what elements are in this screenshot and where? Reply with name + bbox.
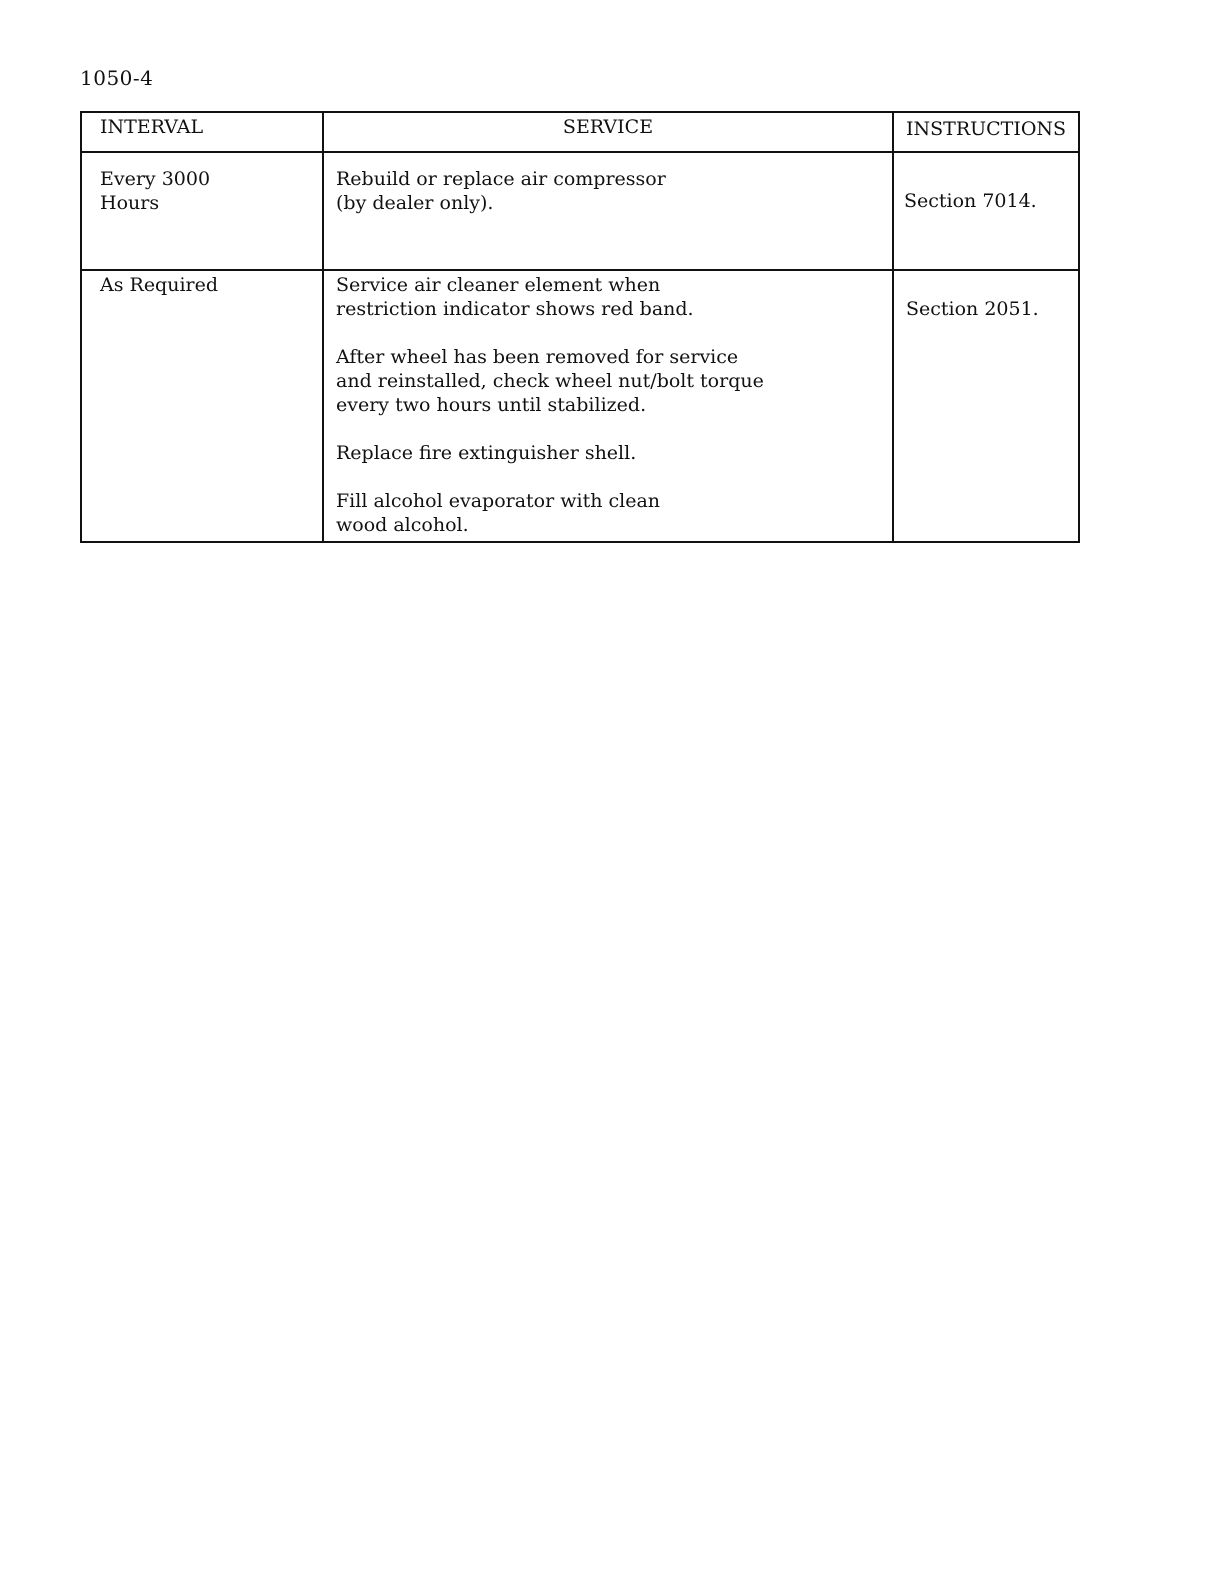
instructions-cell	[893, 152, 1079, 270]
service-item: After wheel has been removed for service and reinstalled, check wheel nut/bolt torque every two hours until stabilized.	[336, 346, 764, 416]
header-instructions: INSTRUCTIONS	[893, 112, 1079, 152]
instructions-cell	[893, 270, 1079, 542]
table-row	[81, 270, 1079, 542]
table-row	[81, 152, 1079, 270]
interval-cell	[81, 270, 323, 542]
instructions-text: Section 2051.	[906, 298, 1039, 320]
service-item: Service air cleaner element when restriction indicator shows red band.	[336, 274, 694, 320]
maintenance-schedule-table	[80, 111, 1080, 543]
service-item: Rebuild or replace air compressor (by dealer only).	[336, 168, 666, 214]
service-cell	[323, 152, 893, 270]
service-item: Fill alcohol evaporator with clean wood alcohol.	[336, 490, 661, 536]
interval-text: Every 3000 Hours	[100, 168, 211, 214]
interval-text: As Required	[100, 274, 219, 296]
table-header-row	[81, 112, 1079, 152]
page-number: 1050-4	[80, 66, 154, 90]
header-interval: INTERVAL	[81, 112, 323, 152]
header-service: SERVICE	[323, 112, 893, 152]
interval-cell	[81, 152, 323, 270]
instructions-text: Section 7014.	[904, 190, 1037, 212]
service-item: Replace fire extinguisher shell.	[336, 442, 637, 464]
service-cell	[323, 270, 893, 542]
